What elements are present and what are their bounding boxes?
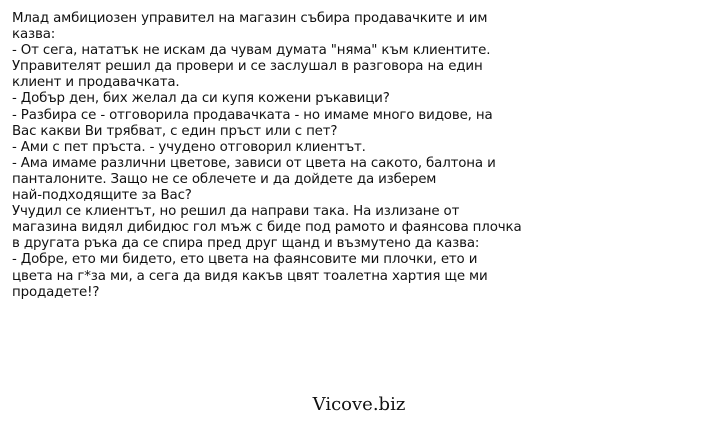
joke-line: - Добре, ето ми бидето, ето цвета на фаянсовите ми плочки, ето и — [12, 252, 478, 268]
joke-line: - От сега, нататък не искам да чувам думата "няма" към клиентите. — [12, 43, 491, 59]
joke-line: магазина видял дибидюс гол мъж с биде под рамото и фаянсова плочка — [12, 220, 522, 236]
joke-line: - Добър ден, бих желал да си купя кожени ръкавици? — [12, 91, 390, 107]
joke-line: Учудил се клиентът, но решил да направи така. На излизане от — [12, 204, 460, 220]
joke-line: в другата ръка да се спира пред друг щанд и възмутено да казва: — [12, 236, 480, 252]
joke-line: - Ама имаме различни цветове, зависи от цвета на сакото, балтона и — [12, 155, 496, 171]
joke-line: казва: — [12, 27, 56, 43]
joke-line: Вас какви Ви трябват, с един пръст или с пет? — [12, 123, 338, 139]
joke-line: Управителят решил да провери и се заслушал в разговора на един — [12, 59, 483, 75]
joke-line: клиент и продавачката. — [12, 75, 180, 91]
joke-line: цвета на г*за ми, а сега да видя какъв цвят тоалетна хартия ще ми — [12, 268, 488, 284]
joke-line: най-подходящите за Вас? — [12, 188, 192, 204]
joke-line: - Разбира се - отговорила продавачката - но имаме много видове, на — [12, 107, 493, 123]
site-watermark: Vicove.biz — [312, 394, 406, 415]
joke-line: панталоните. Защо не се облечете и да дойдете да изберем — [12, 171, 437, 187]
joke-line: продадете!? — [12, 284, 100, 300]
joke-line: - Ами с пет пръста. - учудено отговорил клиентът. — [12, 139, 366, 155]
joke-line: Млад амбициозен управител на магазин събира продавачките и им — [12, 11, 488, 26]
joke-text — [12, 11, 712, 301]
